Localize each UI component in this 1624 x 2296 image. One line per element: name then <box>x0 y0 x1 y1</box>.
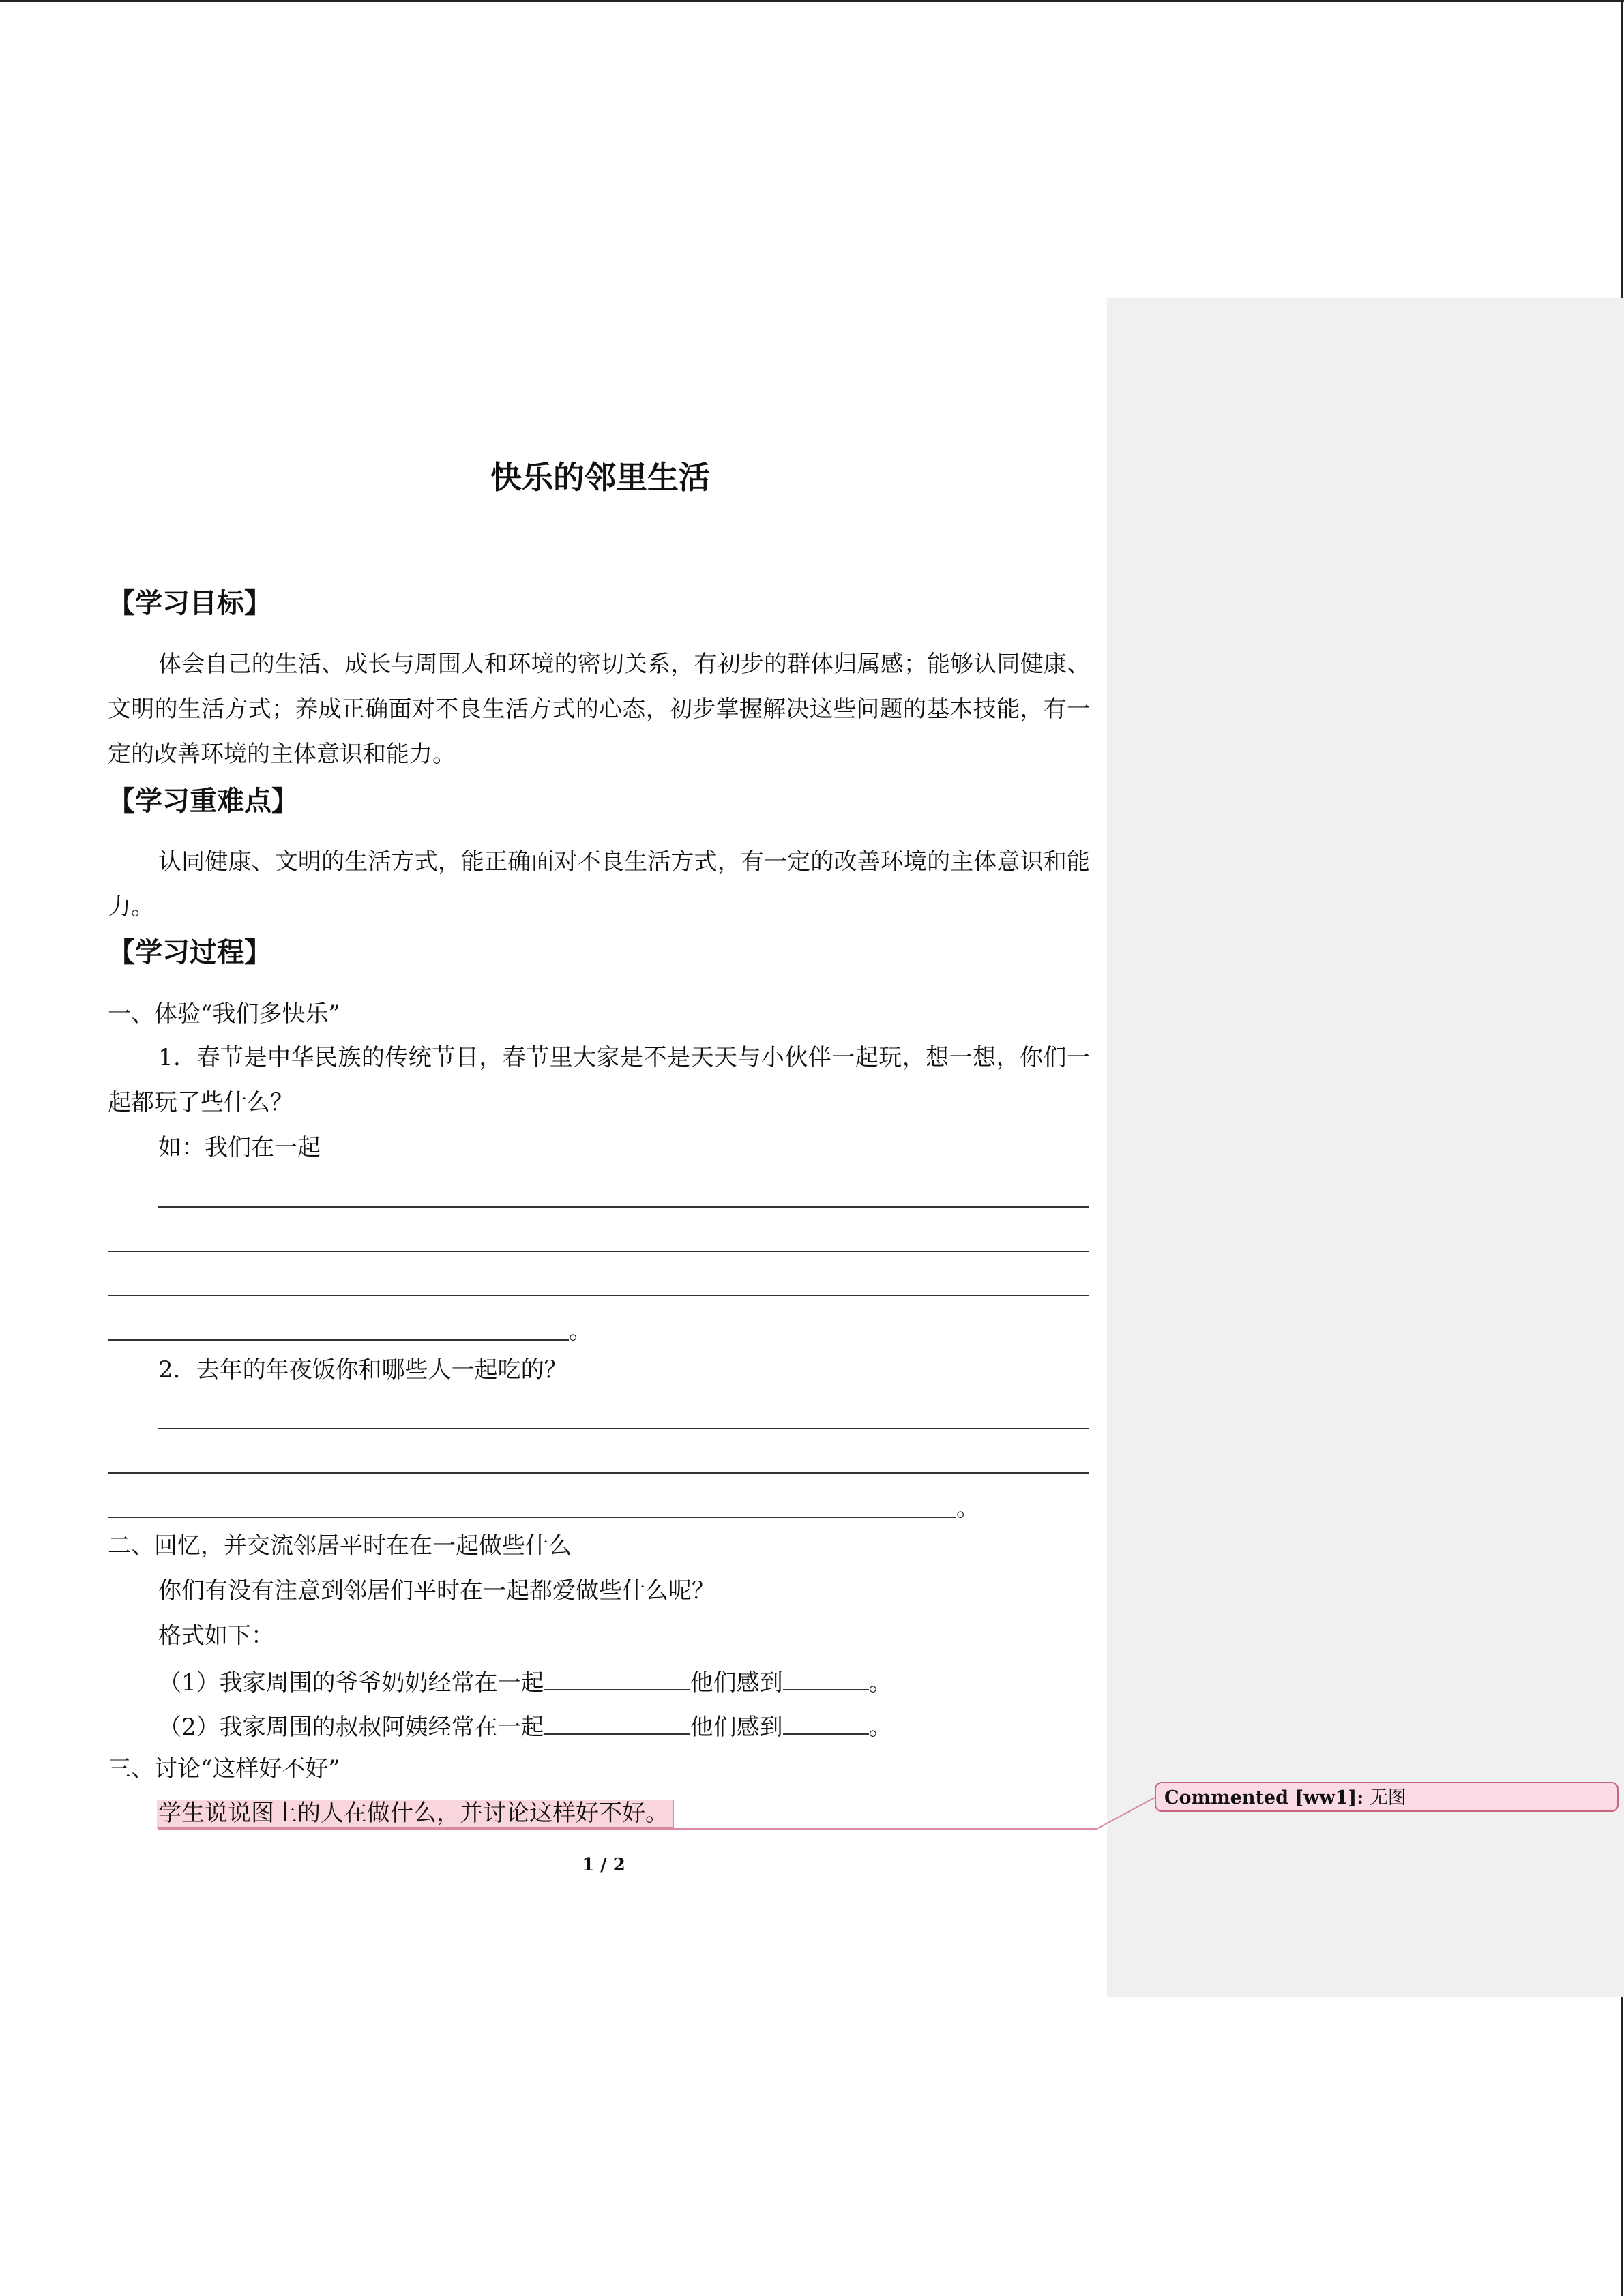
fill-blank[interactable] <box>783 1665 869 1690</box>
part1-title: 一、体验“我们多快乐” <box>108 1000 340 1028</box>
section-heading-goals: 【学习目标】 <box>108 587 271 619</box>
answer-line[interactable] <box>108 1251 1089 1252</box>
fill-item-2-prefix: （2）我家周围的叔叔阿姨经常在一起 <box>158 1714 544 1741</box>
fill-blank[interactable] <box>544 1665 690 1690</box>
section-heading-process: 【学习过程】 <box>108 936 271 968</box>
part3-instruction <box>157 1798 674 1829</box>
answer-line[interactable] <box>108 1295 1089 1296</box>
comment-label: Commented [ww1]: <box>1164 1787 1364 1808</box>
part3-title: 三、讨论“这样好不好” <box>108 1755 340 1783</box>
answer-period: 。 <box>956 1495 979 1522</box>
fill-blank[interactable] <box>783 1709 869 1735</box>
fill-blank[interactable] <box>544 1709 690 1735</box>
fill-item-2-mid: 他们感到 <box>690 1714 783 1741</box>
answer-line[interactable] <box>158 1206 1089 1208</box>
comment-text: 无图 <box>1369 1787 1406 1808</box>
fill-item-1-prefix: （1）我家周围的爷爷奶奶经常在一起 <box>158 1669 544 1697</box>
goals-paragraph[interactable]: 体会自己的生活、成长与周围人和环境的密切关系，有初步的群体归属感；能够认同健康、文明的生活方式；养成正确面对不良生活方式的心态，初步掌握解决这些问题的基本技能，有一定的改善环境的主体意识和能力。 <box>108 651 1090 768</box>
part2-title: 二、回忆，并交流邻居平时在在一起做些什么 <box>108 1532 572 1560</box>
fill-item-1-period: 。 <box>868 1669 892 1697</box>
comment-balloon[interactable] <box>1155 1782 1619 1812</box>
commented-text-highlight[interactable]: 学生说说图上的人在做什么，并讨论这样好不好。 <box>157 1800 674 1828</box>
answer-line[interactable] <box>108 1472 1089 1474</box>
fill-item-1-mid: 他们感到 <box>690 1669 783 1697</box>
answer-line[interactable] <box>108 1517 956 1518</box>
section-heading-key-points: 【学习重难点】 <box>108 785 299 817</box>
comment-margin-pane <box>1107 298 1624 1997</box>
key-points-paragraph[interactable]: 认同健康、文明的生活方式，能正确面对不良生活方式，有一定的改善环境的主体意识和能力。 <box>108 848 1090 921</box>
question-1-example: 如：我们在一起 <box>158 1134 321 1161</box>
question-2: 2．去年的年夜饭你和哪些人一起吃的？ <box>158 1356 567 1384</box>
answer-line[interactable] <box>108 1339 569 1341</box>
answer-line[interactable] <box>158 1428 1089 1429</box>
fill-item-1 <box>158 1665 892 1699</box>
page-title: 快乐的邻里生活 <box>490 459 710 496</box>
fill-item-2 <box>158 1709 892 1743</box>
part2-question: 你们有没有注意到邻居们平时在一起都爱做些什么呢？ <box>158 1577 715 1605</box>
part2-format: 格式如下： <box>158 1622 274 1650</box>
fill-item-2-period: 。 <box>868 1714 892 1741</box>
question-1[interactable]: 1．春节是中华民族的传统节日，春节里大家是不是天天与小伙伴一起玩，想一想，你们一起都玩了些什么？ <box>108 1044 1090 1116</box>
answer-period: 。 <box>569 1317 592 1345</box>
page-number: 1 / 2 <box>582 1855 625 1875</box>
